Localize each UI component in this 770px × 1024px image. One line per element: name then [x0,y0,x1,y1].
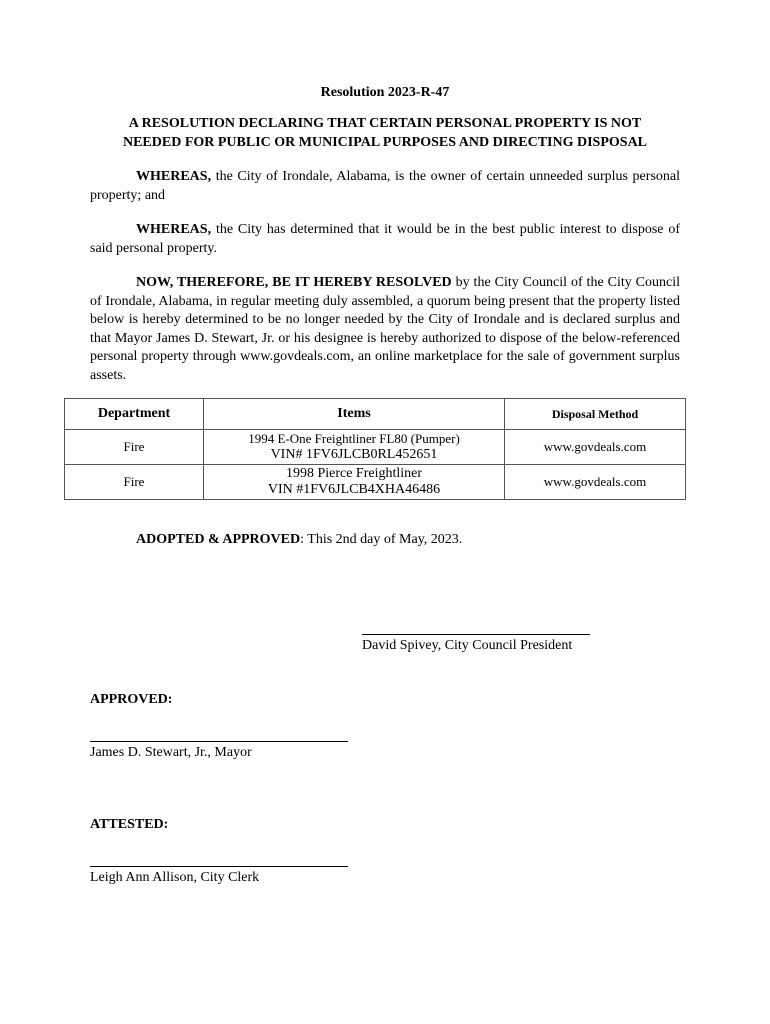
clerk-signature-line [90,866,348,867]
president-signature-name: David Spivey, City Council President [362,638,573,653]
heading-line-1: A RESOLUTION DECLARING THAT CERTAIN PERSONAL PROPERTY IS NOT [128,116,642,131]
resolved-text: by the City Council of the City Council of Irondale, Alabama, in regular meeting duly assembled, a quorum being present that the property listed below is hereby determined to be no longer needed by the City of Irondale and is declared surplus and that Mayor James D. Stewart, Jr. or his designee is hereby authorized to dispose of the below-referenced personal property through www.govdeals.com, an online marketplace for the sale of government surplus assets. [90,275,680,383]
whereas-1-lead: WHEREAS, [136,169,212,184]
resolution-number: Resolution 2023-R-47 [320,85,450,100]
disposal-table [64,398,686,500]
adoption-text: : This 2nd day of May, 2023. [300,532,463,547]
whereas-paragraph-2 [90,221,680,258]
row-2-department: Fire [65,465,204,500]
row-1-items [204,430,505,465]
president-signature-line [362,634,590,635]
header-department: Department [65,399,204,430]
mayor-signature-line [90,741,348,742]
resolved-paragraph [90,274,680,385]
whereas-paragraph-1 [90,168,680,205]
row-2-items [204,465,505,500]
clerk-signature-name: Leigh Ann Allison, City Clerk [90,870,260,885]
table-row [65,430,686,465]
table-row [65,465,686,500]
attested-label: ATTESTED: [90,817,169,832]
whereas-2-lead: WHEREAS, [136,222,212,237]
whereas-2-text: the City has determined that it would be in the best public interest to dispose of said personal property. [90,222,680,256]
row-1-disposal-method: www.govdeals.com [505,430,686,465]
row-1-department: Fire [65,430,204,465]
header-disposal-method: Disposal Method [505,399,686,430]
row-2-item-description: 1998 Pierce Freightliner [285,466,423,481]
row-1-item-vin: VIN# 1FV6JLCB0RL452651 [270,447,438,462]
approved-label: APPROVED: [90,692,173,707]
adoption-statement [136,532,462,548]
resolved-lead: NOW, THEREFORE, BE IT HEREBY RESOLVED [136,275,452,290]
row-2-disposal-method: www.govdeals.com [505,465,686,500]
mayor-signature-name: James D. Stewart, Jr., Mayor [90,745,252,760]
resolution-heading [90,114,680,152]
whereas-1-text: the City of Irondale, Alabama, is the owner of certain unneeded surplus personal property; and [90,169,680,203]
row-2-item-vin: VIN #1FV6JLCB4XHA46486 [267,482,441,497]
heading-line-2: NEEDED FOR PUBLIC OR MUNICIPAL PURPOSES AND DIRECTING DISPOSAL [122,135,648,150]
row-1-item-description: 1994 E-One Freightliner FL80 (Pumper) [248,431,460,446]
table-header-row [65,399,686,430]
header-items: Items [204,399,505,430]
adoption-lead: ADOPTED & APPROVED [136,532,301,547]
